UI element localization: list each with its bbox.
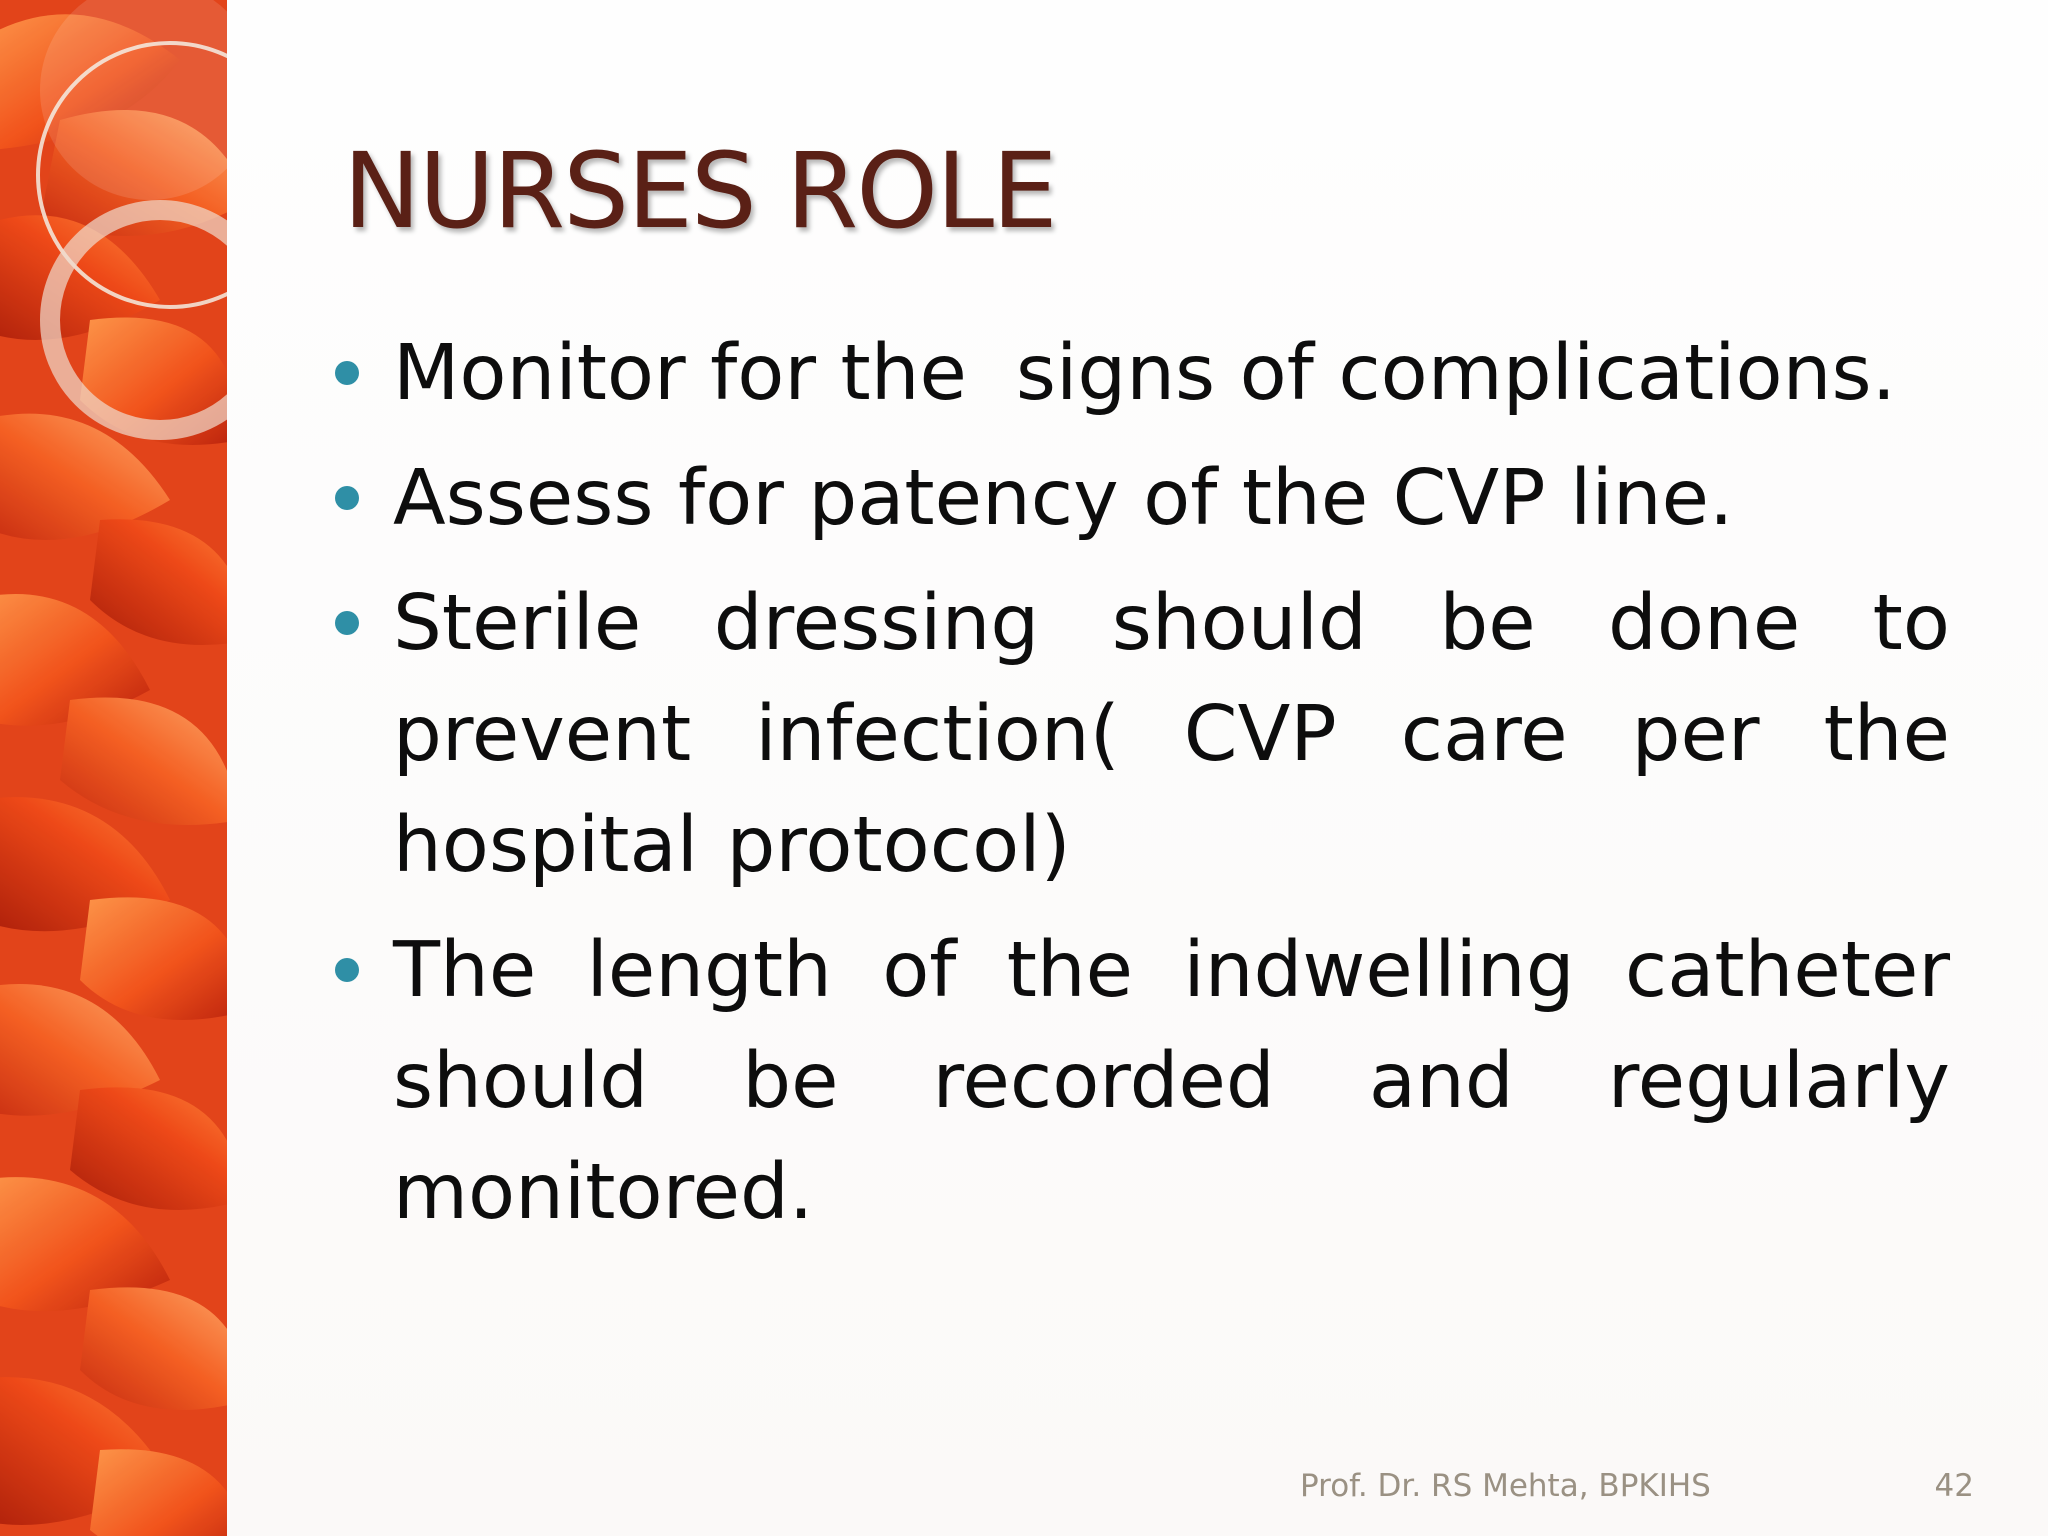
flower-petals-image xyxy=(0,0,227,1536)
list-item xyxy=(333,443,1950,554)
bullet-text: The length of the indwelling catheter should be recorded and regularly monitored. xyxy=(393,926,1950,1237)
bullet-icon xyxy=(335,611,359,635)
bullet-icon xyxy=(335,486,359,510)
bullet-list xyxy=(333,318,1950,1262)
footer-author: Prof. Dr. RS Mehta, BPKIHS xyxy=(1300,1468,1711,1504)
bullet-icon xyxy=(335,361,359,385)
slide-title: NURSES ROLE xyxy=(343,130,1056,252)
floral-side-band xyxy=(0,0,227,1536)
bullet-text: Sterile dressing should be done to prevent infection( CVP care per the hospital protocol) xyxy=(393,579,1950,890)
bullet-icon xyxy=(335,958,359,982)
bullet-text: Monitor for the signs of complications. xyxy=(393,329,1897,418)
list-item xyxy=(333,568,1950,901)
list-item xyxy=(333,318,1950,429)
list-item xyxy=(333,915,1950,1248)
bullet-text: Assess for patency of the CVP line. xyxy=(393,454,1734,543)
page-number: 42 xyxy=(1934,1468,1974,1504)
